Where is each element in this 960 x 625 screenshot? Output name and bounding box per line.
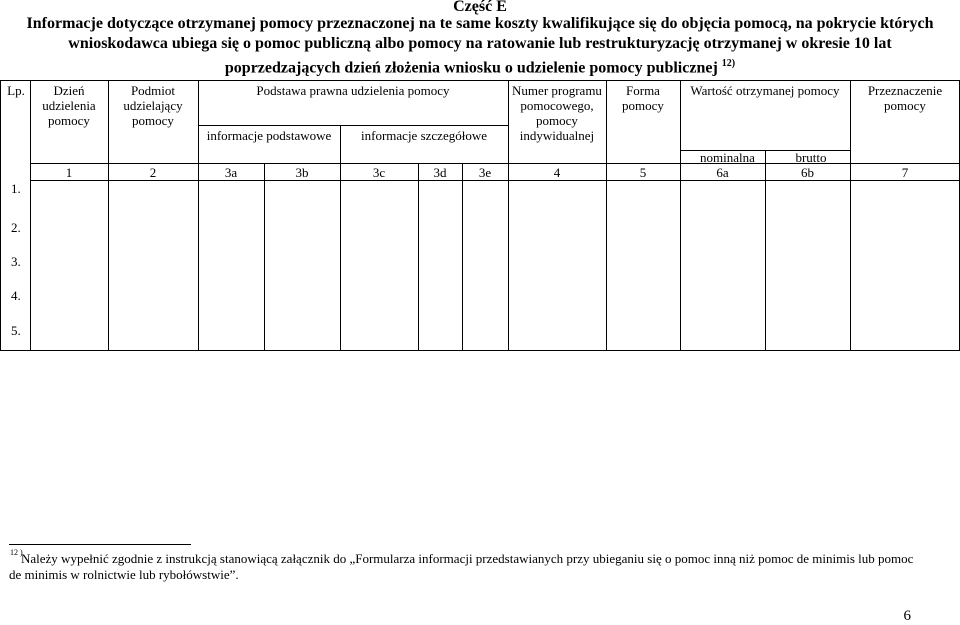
row-number: 5. — [11, 323, 21, 338]
header-nominal: nominalna — [700, 150, 755, 165]
col-divider-nominal — [765, 150, 766, 350]
row-number: 1. — [11, 181, 21, 196]
col-divider-3d — [462, 163, 463, 350]
column-number: 2 — [149, 165, 157, 180]
column-number: 3e — [478, 165, 492, 180]
header-program-number: Numer programu pomocowego, pomocy indywidualnej — [512, 83, 602, 143]
column-number: 4 — [553, 165, 561, 180]
legal-basis-subheader-line — [198, 125, 508, 126]
table-left-border — [0, 80, 1, 350]
header-lp: Lp. — [7, 83, 25, 98]
col-divider-3c — [418, 163, 419, 350]
header-gross: brutto — [795, 150, 827, 165]
column-number: 3a — [224, 165, 238, 180]
row-number: 4. — [11, 288, 21, 303]
footnote-mark: 12 ) — [10, 548, 23, 557]
column-number: 3b — [295, 165, 309, 180]
header-entity: Podmiot udzielający pomocy — [123, 83, 183, 128]
header-form: Forma pomocy — [622, 83, 664, 113]
col-divider-legal — [508, 80, 509, 350]
page-number: 6 — [903, 608, 911, 624]
col-divider-entity — [198, 80, 199, 350]
header-legal-basis: Podstawa prawna udzielenia pomocy — [256, 83, 450, 98]
col-divider-basic-detail — [340, 125, 341, 350]
footnote-text — [9, 551, 944, 583]
column-numbers-bottom-border — [30, 180, 960, 181]
column-number: 6b — [801, 165, 814, 180]
intro-line-2: wnioskodawca ubiega się o pomoc publiczną albo pomocy na ratowanie lub restrukturyzację otrzymanej w okresie 10 lat — [68, 35, 892, 52]
col-divider-program — [606, 80, 607, 350]
footnote-separator — [9, 544, 191, 545]
intro-line-1: Informacje dotyczące otrzymanej pomocy przeznaczonej na te same koszty kwalifikujące się do objęcia pomocą, na pokrycie których — [26, 15, 934, 32]
header-detail-info: informacje szczegółowe — [361, 128, 487, 143]
footnote-line-2: de minimis w rolnictwie lub rybołówstwie”. — [9, 567, 239, 582]
column-number: 3d — [433, 165, 447, 180]
column-number: 7 — [901, 165, 909, 180]
footnote-ref: 12) — [721, 58, 736, 69]
col-divider-3a — [264, 163, 265, 350]
intro-line-3-text: poprzedzających dzień złożenia wniosku o udzielenie pomocy publicznej — [224, 59, 718, 77]
table-bottom-border — [0, 350, 960, 351]
intro-line-3 — [0, 54, 960, 78]
column-number: 1 — [65, 165, 73, 180]
row-number: 2. — [11, 220, 21, 235]
intro-text — [0, 14, 960, 78]
col-divider-form — [680, 80, 681, 350]
header-day: Dzień udzielenia pomocy — [42, 83, 96, 128]
column-number: 5 — [639, 165, 647, 180]
header-basic-info: informacje podstawowe — [206, 128, 332, 143]
header-value: Wartość otrzymanej pomocy — [690, 83, 840, 98]
table-top-border — [0, 80, 960, 81]
footnote-line-1: Należy wypełnić zgodnie z instrukcją stanowiącą załącznik do „Formularza informacji przedstawianych przy ubieganiu się o pomoc inną niż pomoc de minimis lub pomoc — [21, 551, 914, 566]
section-title: Część E — [453, 0, 507, 15]
column-number: 6a — [716, 165, 729, 180]
row-number: 3. — [11, 254, 21, 269]
header-purpose: Przeznaczenie pomocy — [867, 83, 943, 113]
col-divider-value — [850, 80, 851, 350]
column-number: 3c — [372, 165, 386, 180]
